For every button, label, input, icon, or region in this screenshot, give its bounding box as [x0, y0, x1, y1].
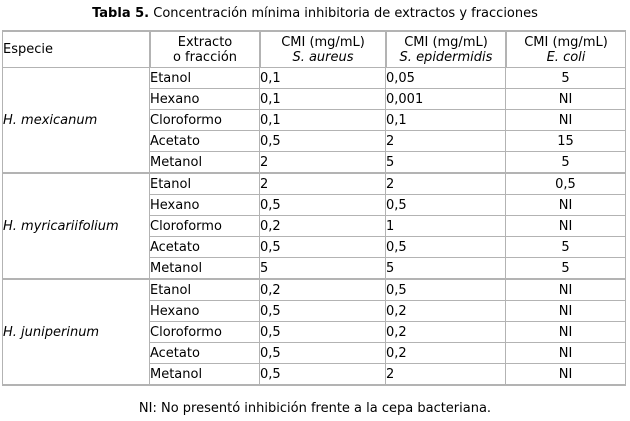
cmi-e-coli-cell: 5 — [506, 237, 626, 258]
cmi-s-aureus-cell: 0,5 — [260, 364, 386, 386]
cmi-e-coli-cell: NI — [506, 110, 626, 131]
header-cmi-label: CMI (mg/mL) — [524, 34, 608, 50]
fraction-cell: Acetato — [150, 131, 260, 152]
fraction-cell: Etanol — [150, 280, 260, 301]
cmi-s-aureus-cell: 0,5 — [260, 237, 386, 258]
cmi-s-aureus-cell: 0,2 — [260, 216, 386, 237]
cmi-s-aureus-cell: 0,5 — [260, 301, 386, 322]
header-cmi-s-epidermidis — [386, 30, 506, 68]
cmi-s-epidermidis-cell: 1 — [386, 216, 506, 237]
fraction-cell: Hexano — [150, 195, 260, 216]
cmi-s-epidermidis-cell: 0,5 — [386, 195, 506, 216]
species-cell: H. myricariifolium — [2, 174, 150, 280]
cmi-s-aureus-cell: 2 — [260, 152, 386, 174]
header-organism: S. aureus — [292, 49, 354, 65]
table-row — [2, 68, 626, 89]
cmi-s-epidermidis-cell: 0,5 — [386, 280, 506, 301]
cmi-s-aureus-cell: 0,1 — [260, 110, 386, 131]
header-row — [2, 30, 626, 68]
header-cmi-label: CMI (mg/mL) — [404, 34, 488, 50]
cmi-s-aureus-cell: 2 — [260, 174, 386, 195]
mic-table — [2, 30, 626, 386]
cmi-s-aureus-cell: 0,5 — [260, 131, 386, 152]
cmi-s-aureus-cell: 0,5 — [260, 195, 386, 216]
header-organism: S. epidermidis — [399, 49, 493, 65]
cmi-e-coli-cell: NI — [506, 322, 626, 343]
cmi-s-aureus-cell: 0,2 — [260, 280, 386, 301]
fraction-cell: Etanol — [150, 68, 260, 89]
header-fraction-line1: Extracto — [177, 34, 233, 50]
cmi-s-epidermidis-cell: 0,05 — [386, 68, 506, 89]
cmi-s-epidermidis-cell: 0,5 — [386, 237, 506, 258]
fraction-cell: Cloroformo — [150, 322, 260, 343]
cmi-e-coli-cell: NI — [506, 89, 626, 110]
header-fraction — [150, 30, 260, 68]
cmi-s-aureus-cell: 0,5 — [260, 322, 386, 343]
header-fraction-line2: o fracción — [172, 49, 238, 65]
fraction-cell: Metanol — [150, 152, 260, 174]
cmi-s-epidermidis-cell: 2 — [386, 174, 506, 195]
cmi-e-coli-cell: 5 — [506, 68, 626, 89]
cmi-s-epidermidis-cell: 2 — [386, 364, 506, 386]
cmi-s-epidermidis-cell: 5 — [386, 152, 506, 174]
cmi-e-coli-cell: 5 — [506, 152, 626, 174]
caption-label: Tabla 5. — [92, 6, 150, 21]
cmi-s-epidermidis-cell: 0,2 — [386, 343, 506, 364]
header-organism: E. coli — [546, 49, 586, 65]
fraction-cell: Cloroformo — [150, 216, 260, 237]
cmi-e-coli-cell: NI — [506, 280, 626, 301]
cmi-s-aureus-cell: 0,1 — [260, 89, 386, 110]
fraction-cell: Cloroformo — [150, 110, 260, 131]
cmi-e-coli-cell: NI — [506, 216, 626, 237]
fraction-cell: Acetato — [150, 237, 260, 258]
cmi-e-coli-cell: 5 — [506, 258, 626, 280]
fraction-cell: Metanol — [150, 364, 260, 386]
caption-text: Concentración mínima inhibitoria de extractos y fracciones — [153, 6, 538, 21]
table-body — [2, 68, 626, 386]
footnote: NI: No presentó inhibición frente a la cepa bacteriana. — [138, 401, 492, 416]
cmi-e-coli-cell: NI — [506, 301, 626, 322]
species-cell: H. juniperinum — [2, 280, 150, 386]
table-row — [2, 174, 626, 195]
cmi-e-coli-cell: 15 — [506, 131, 626, 152]
cmi-s-epidermidis-cell: 2 — [386, 131, 506, 152]
table-row — [2, 280, 626, 301]
cmi-e-coli-cell: 0,5 — [506, 174, 626, 195]
fraction-cell: Metanol — [150, 258, 260, 280]
table-caption — [0, 6, 630, 22]
header-cmi-s-aureus — [260, 30, 386, 68]
header-cmi-e-coli — [506, 30, 626, 68]
cmi-s-aureus-cell: 0,5 — [260, 343, 386, 364]
fraction-cell: Hexano — [150, 89, 260, 110]
cmi-s-epidermidis-cell: 0,001 — [386, 89, 506, 110]
cmi-s-aureus-cell: 5 — [260, 258, 386, 280]
cmi-s-epidermidis-cell: 0,2 — [386, 301, 506, 322]
header-cmi-label: CMI (mg/mL) — [281, 34, 365, 50]
cmi-e-coli-cell: NI — [506, 364, 626, 386]
species-cell: H. mexicanum — [2, 68, 150, 174]
cmi-s-epidermidis-cell: 5 — [386, 258, 506, 280]
header-species: Especie — [2, 30, 150, 68]
cmi-e-coli-cell: NI — [506, 195, 626, 216]
cmi-e-coli-cell: NI — [506, 343, 626, 364]
fraction-cell: Etanol — [150, 174, 260, 195]
cmi-s-epidermidis-cell: 0,1 — [386, 110, 506, 131]
fraction-cell: Hexano — [150, 301, 260, 322]
cmi-s-aureus-cell: 0,1 — [260, 68, 386, 89]
cmi-s-epidermidis-cell: 0,2 — [386, 322, 506, 343]
fraction-cell: Acetato — [150, 343, 260, 364]
